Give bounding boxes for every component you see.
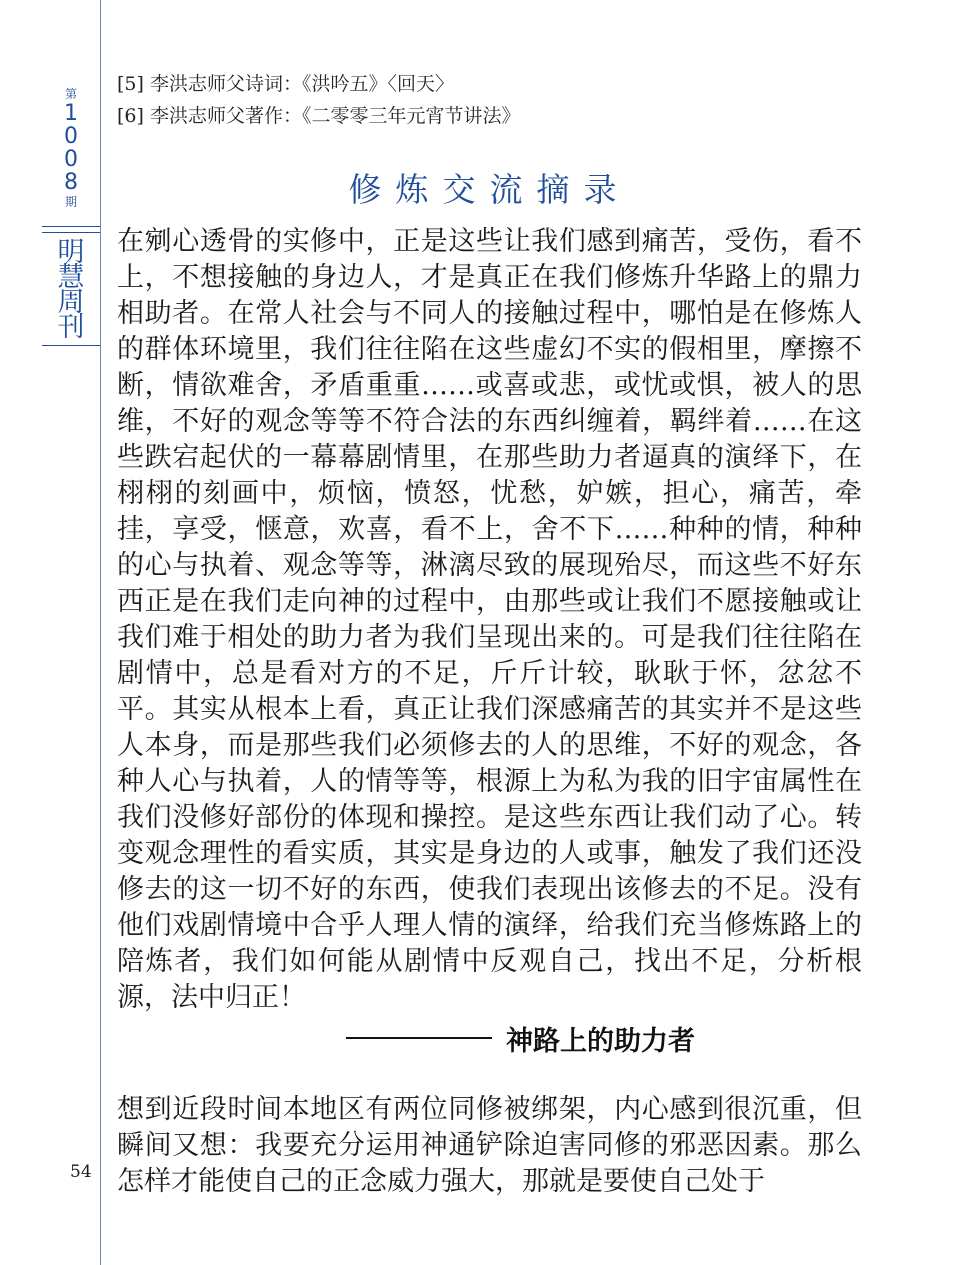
article-title: 修炼交流摘录 (348, 170, 631, 209)
attribution-text: 神路上的助力者 (506, 1025, 695, 1057)
reference-item: [5] 李洪志师父诗词：《洪吟五》〈回天〉 (117, 73, 454, 95)
issue-suffix: 期 (64, 195, 77, 209)
article-body-continued (117, 1092, 862, 1200)
issue-number (42, 86, 100, 210)
sidebar-divider-top (42, 226, 100, 227)
reference-item: [6] 李洪志师父著作：《二零零三年元宵节讲法》 (117, 105, 521, 127)
publication-name (42, 237, 100, 343)
publication-char: 周 (57, 287, 85, 318)
issue-digit: 1 (64, 101, 78, 126)
publication-char: 慧 (57, 262, 85, 293)
attribution-dash (346, 1037, 492, 1039)
references-list (117, 68, 877, 132)
sidebar-divider-publication (42, 345, 100, 346)
publication-char: 刊 (57, 312, 85, 343)
issue-digit: 8 (64, 170, 78, 195)
issue-digit: 0 (64, 147, 78, 172)
paragraph: 在剜心透骨的实修中，正是这些让我们感到痛苦，受伤，看不上，不想接触的身边人，才是真正在我们修炼升华路上的鼎力相助者。在常人社会与不同人的接触过程中，哪怕是在修炼人的群体环境里，我们往往陷在这些虚幻不实的假相里，摩擦不断，情欲难舍，矛盾重重……或喜或悲，或忧或惧，被人的思维，不好的观念等等不符合法的东西纠缠着，羁绊着……在这些跌宕起伏的一幕幕剧情里，在那些助力者逼真的演绎下，在栩栩的刻画中，烦恼，愤怒，忧愁，妒嫉，担心，痛苦，牵挂，享受，惬意，欢喜，看不上，舍不下……种种的情，种种的心与执着、观念等等，淋漓尽致的展现殆尽，而这些不好东西正是在我们走向神的过程中，由那些或让我们不愿接触或让我们难于相处的助力者为我们呈现出来的。可是我们往往陷在剧情中，总是看对方的不足，斤斤计较，耿耿于怀，忿忿不平。其实从根本上看，真正让我们深感痛苦的其实并不是这些人本身，而是那些我们必须修去的人的思维，不好的观念，各种人心与执着，人的情等等，根源上为私为我的旧宇宙属性在我们没修好部份的体现和操控。是这些东西让我们动了心。转变观念理性的看实质，其实是身边的人或事，触发了我们还没修去的这一切不好的东西，使我们表现出该修去的不足。没有他们戏剧情境中合乎人理人情的演绎，给我们充当修炼路上的陪炼者，我们如何能从剧情中反观自己，找出不足，分析根源，法中归正！ (117, 226, 862, 1013)
sidebar-divider-bottom (42, 232, 100, 233)
publication-char: 明 (57, 237, 85, 268)
article-body (117, 224, 862, 1016)
paragraph: 想到近段时间本地区有两位同修被绑架，内心感到很沉重，但瞬间又想：我要充分运用神通铲除迫害同修的邪恶因素。那么怎样才能使自己的正念威力强大，那就是要使自己处于 (117, 1094, 862, 1197)
article-attribution (346, 1018, 695, 1058)
issue-digit: 0 (64, 124, 78, 149)
issue-prefix: 第 (64, 87, 77, 101)
sidebar-vertical-rule (100, 0, 101, 1265)
page-number: 54 (70, 1162, 92, 1182)
